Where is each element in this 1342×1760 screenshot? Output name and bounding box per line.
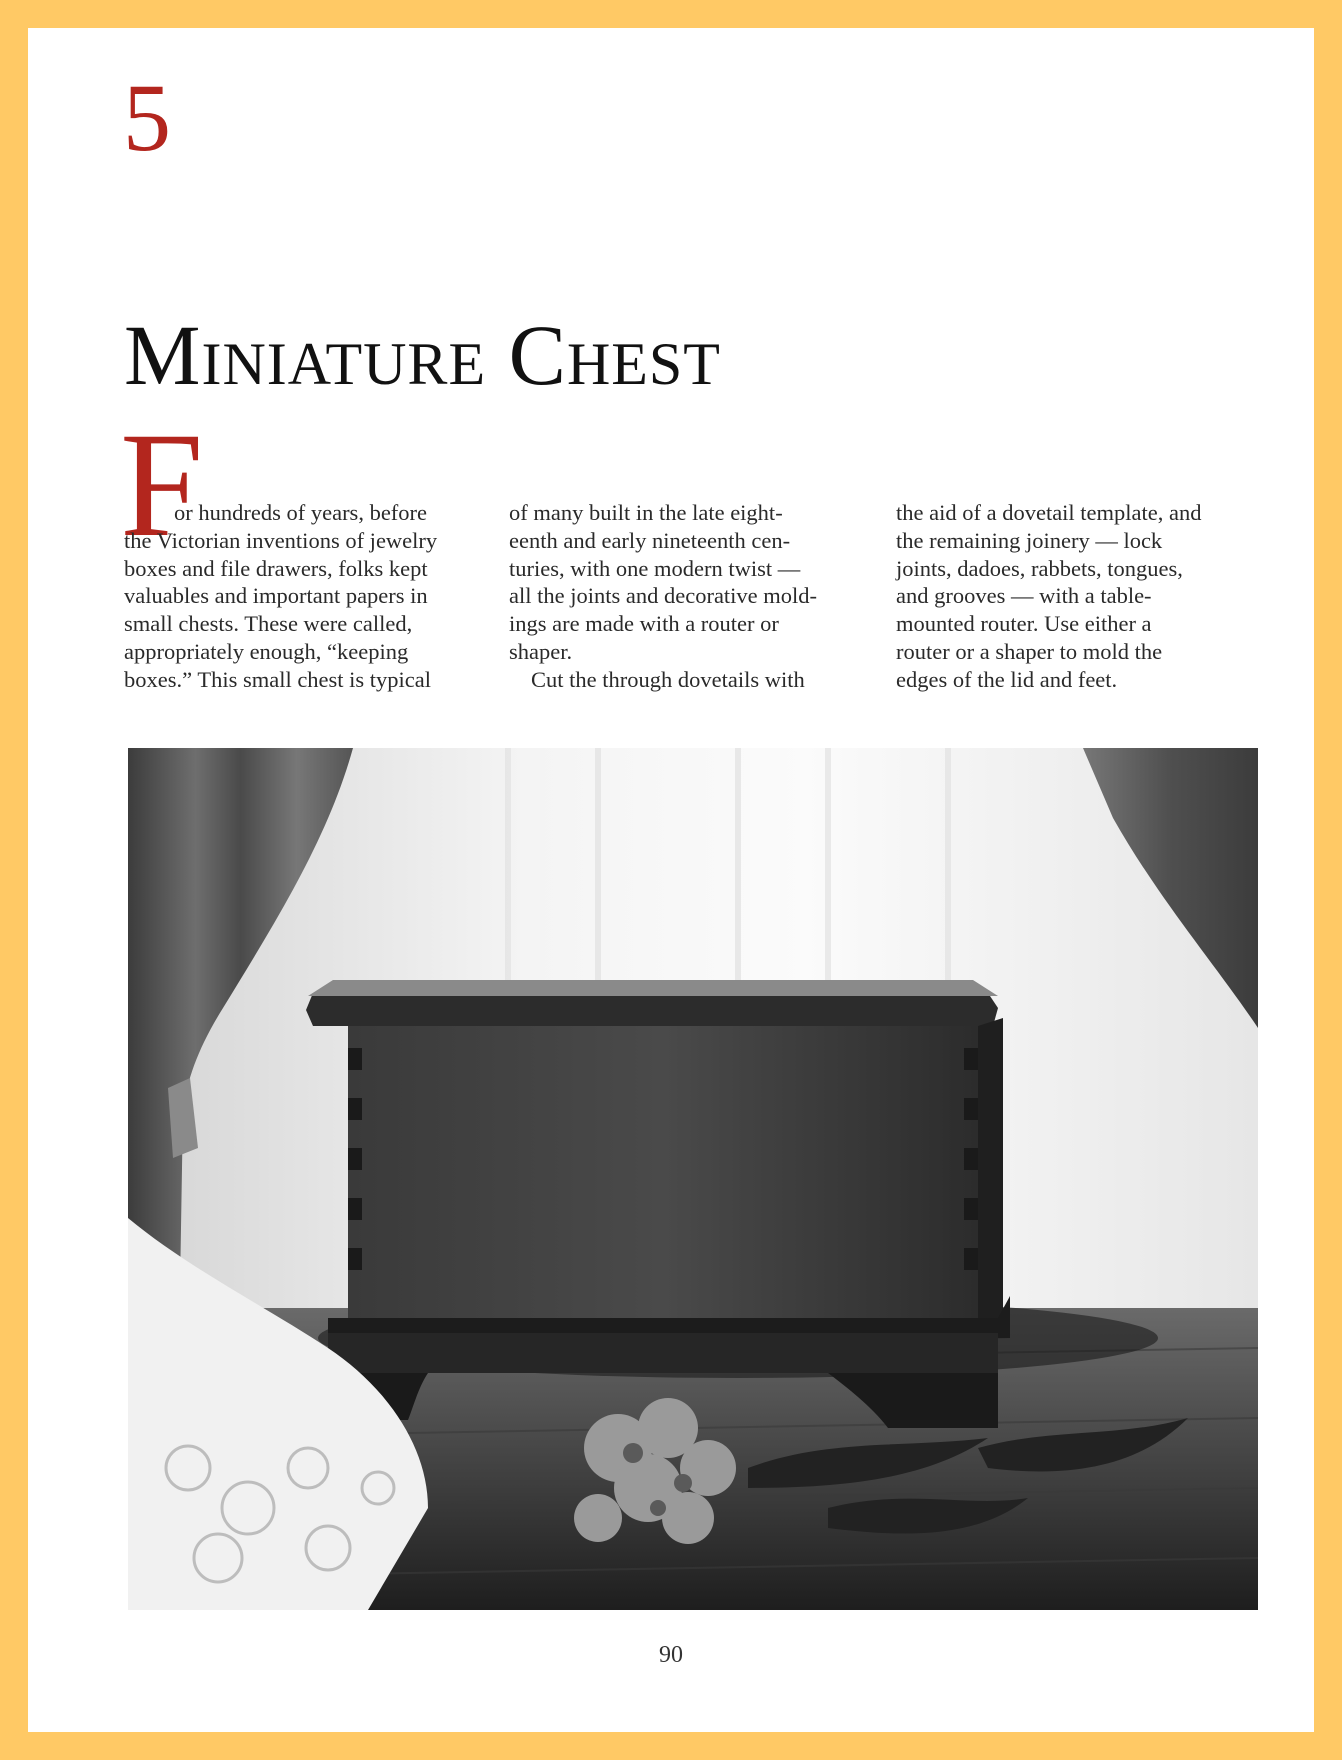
- text-line: valuables and important papers in: [124, 583, 428, 609]
- chest-photograph: [128, 748, 1258, 1610]
- book-page: [28, 28, 1314, 1732]
- text-line: small chests. These were called,: [124, 611, 413, 637]
- page-number: 90: [659, 1642, 683, 1668]
- chapter-number: 5: [123, 64, 171, 171]
- text-line: eenth and early nineteenth cen-: [509, 527, 791, 553]
- intro-column-1: [124, 499, 484, 694]
- text-line: and grooves — with a table-: [896, 583, 1152, 609]
- text-line: all the joints and decorative mold-: [509, 583, 818, 609]
- text-line: or hundreds of years, before: [174, 500, 428, 525]
- text-line: appropriately enough, “keeping: [124, 638, 409, 664]
- text-line: boxes.” This small chest is typical: [124, 666, 432, 692]
- chapter-title: Miniature Chest: [124, 306, 721, 403]
- text-line: of many built in the late eight-: [509, 500, 783, 525]
- text-line: edges of the lid and feet.: [896, 666, 1118, 692]
- text-line: joints, dadoes, rabbets, tongues,: [896, 555, 1183, 581]
- text-line: turies, with one modern twist —: [509, 555, 801, 581]
- text-line: shaper.: [509, 638, 573, 664]
- text-line: the Victorian inventions of jewelry: [124, 527, 438, 553]
- intro-column-2: [509, 499, 869, 694]
- drop-cap: F: [120, 402, 204, 568]
- text-line: ings are made with a router or: [509, 611, 779, 637]
- text-line: the remaining joinery — lock: [896, 527, 1163, 553]
- text-line: mounted router. Use either a: [896, 611, 1152, 637]
- text-line: Cut the through dovetails with: [531, 666, 805, 692]
- text-line: boxes and file drawers, folks kept: [124, 555, 428, 581]
- text-line: the aid of a dovetail template, and: [896, 500, 1202, 525]
- text-line: router or a shaper to mold the: [896, 638, 1163, 664]
- intro-column-3: [896, 499, 1256, 694]
